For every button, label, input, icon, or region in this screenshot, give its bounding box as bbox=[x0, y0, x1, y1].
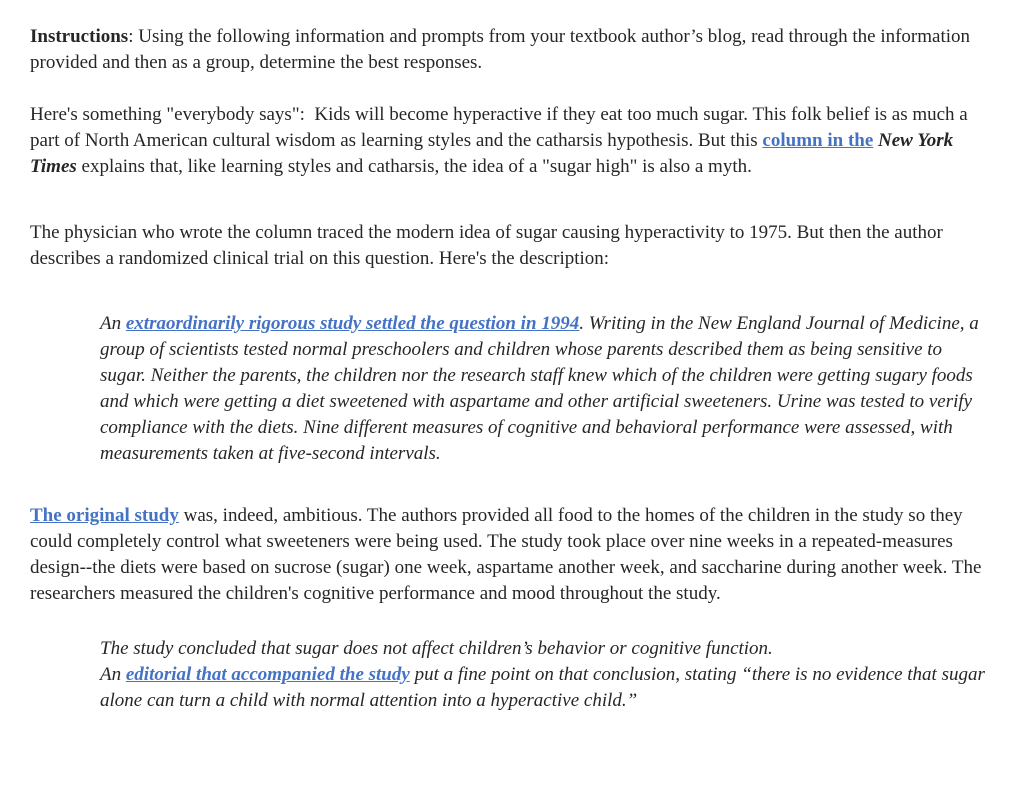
paragraph-physician bbox=[30, 220, 990, 272]
study-description-post: . Writing in the New England Journal of Medicine, a group of scientists tested normal preschoolers and children whose parents described them as being sensitive to sugar. Neither the parents, the children nor the research staff knew which of the children were getting sugary foods and which were getting a diet sweetened with aspartame and other artificial sweeteners. Urine was tested to verify compliance with the diets. Nine different measures of cognitive and behavioral performance were assessed, with measurements taken at five-second intervals. bbox=[100, 313, 979, 464]
link-original-study[interactable]: The original study bbox=[30, 505, 179, 526]
physician-text: The physician who wrote the column traced the modern idea of sugar causing hyperactivity to 1975. But then the author describes a randomized clinical trial on this question. Here's the description: bbox=[30, 222, 943, 269]
conclusion-post: put a fine point on that conclusion, stating “there is no evidence that sugar alone can turn a child with normal attention into a hyperactive child.” bbox=[100, 664, 985, 711]
link-editorial[interactable]: editorial that accompanied the study bbox=[125, 664, 410, 685]
link-rigorous-study[interactable]: extraordinarily rigorous study settled the question in 1994 bbox=[125, 313, 580, 334]
sugar-belief-text-pre: Here's something "everybody says": Kids will become hyperactive if they eat too much sugar. This folk belief is as much a part of North American cultural wisdom as learning styles and the catharsis hypothesis. But this bbox=[30, 104, 968, 151]
blockquote-conclusion bbox=[100, 636, 990, 714]
original-study-text: was, indeed, ambitious. The authors provided all food to the homes of the children in the study so they could completely control what sweeteners were being used. The study took place over nine weeks in a repeated-measures design--the diets were based on sucrose (sugar) one week, aspartame another week, and saccharine during another week. The researchers measured the children's cognitive performance and mood throughout the study. bbox=[30, 505, 982, 604]
conclusion-pre: An bbox=[100, 664, 126, 685]
paragraph-sugar-belief bbox=[30, 102, 990, 180]
study-description-pre: An bbox=[100, 313, 126, 334]
conclusion-line1: The study concluded that sugar does not affect children’s behavior or cognitive function. bbox=[100, 638, 773, 659]
instructions-label: Instructions bbox=[30, 26, 129, 47]
nyt-title-text: New York Times bbox=[30, 130, 954, 177]
instructions-text: : Using the following information and prompts from your textbook author’s blog, read through the information provided and then as a group, determine the best responses. bbox=[30, 26, 971, 73]
paragraph-original-study bbox=[30, 503, 990, 607]
sugar-belief-text-post: explains that, like learning styles and catharsis, the idea of a "sugar high" is also a myth. bbox=[76, 156, 752, 177]
link-nyt-column[interactable]: column in the bbox=[762, 130, 874, 151]
blockquote-study-description bbox=[100, 311, 990, 467]
paragraph-instructions bbox=[30, 24, 990, 76]
